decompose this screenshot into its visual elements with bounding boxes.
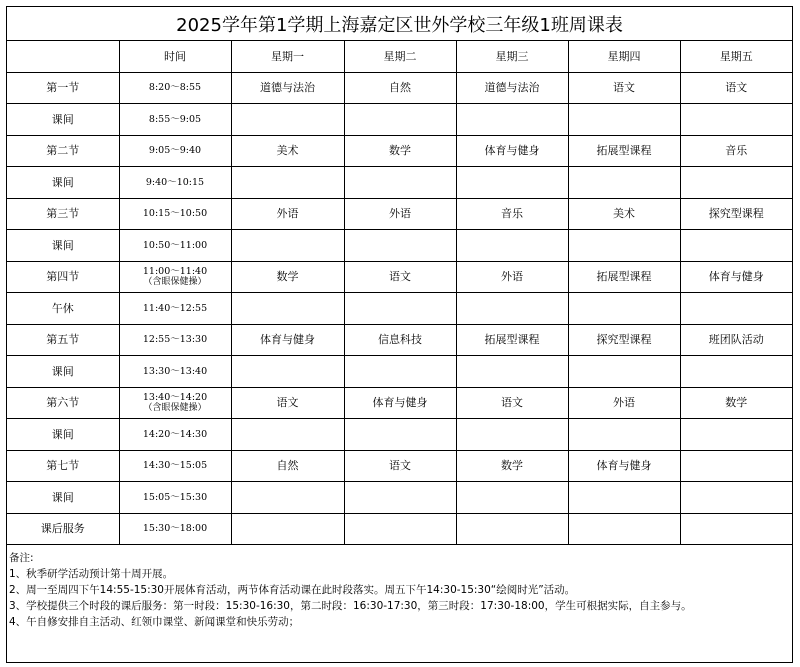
subject-cell: 探究型课程 [680, 198, 792, 230]
subject-cell [680, 167, 792, 199]
subject-cell [680, 104, 792, 136]
subject-cell [231, 419, 344, 451]
time-note: （含眼保健操） [143, 402, 207, 413]
period-label: 第一节 [7, 72, 119, 104]
header-time: 时间 [119, 41, 231, 72]
period-label: 课间 [7, 356, 119, 388]
table-row [7, 293, 792, 325]
subject-cell: 体育与健身 [231, 324, 344, 356]
subject-cell: 数学 [456, 450, 568, 482]
header-day: 星期二 [344, 41, 456, 72]
subject-cell: 语文 [231, 387, 344, 419]
subject-cell [456, 230, 568, 262]
subject-cell [344, 293, 456, 325]
time-range: 10:15～10:50 [142, 208, 208, 220]
subject-cell: 语文 [344, 450, 456, 482]
time-range: 15:30～18:00 [142, 523, 208, 535]
time-range-cell [119, 482, 231, 514]
subject-cell: 探究型课程 [568, 324, 680, 356]
header-day: 星期五 [680, 41, 792, 72]
period-label: 第六节 [7, 387, 119, 419]
time-range: 13:40～14:20 [142, 391, 208, 403]
subject-cell: 音乐 [456, 198, 568, 230]
time-range: 14:20～14:30 [142, 428, 208, 440]
table-row [7, 135, 792, 167]
table-row [7, 387, 792, 419]
subject-cell [680, 356, 792, 388]
subject-cell: 班团队活动 [680, 324, 792, 356]
period-label: 课间 [7, 230, 119, 262]
time-range-cell [119, 356, 231, 388]
period-label: 课间 [7, 482, 119, 514]
time-note: （含眼保健操） [143, 276, 207, 287]
time-range: 9:40～10:15 [145, 176, 205, 188]
time-range-cell [119, 72, 231, 104]
table-row [7, 482, 792, 514]
subject-cell: 道德与法治 [456, 72, 568, 104]
subject-cell: 体育与健身 [456, 135, 568, 167]
table-row [7, 167, 792, 199]
page-title: 2025学年第1学期上海嘉定区世外学校三年级1班周课表 [7, 7, 792, 41]
subject-cell [344, 513, 456, 545]
subject-cell: 语文 [344, 261, 456, 293]
note-item: 2、周一至周四下午14:55-15:30开展体育活动，两节体育活动课在此时段落实。周五下午14:30-15:30“绘阅时光”活动。 [9, 584, 576, 596]
subject-cell: 体育与健身 [568, 450, 680, 482]
period-label: 第三节 [7, 198, 119, 230]
subject-cell [680, 482, 792, 514]
table-row [7, 72, 792, 104]
subject-cell: 数学 [680, 387, 792, 419]
period-label: 课间 [7, 104, 119, 136]
subject-cell: 外语 [344, 198, 456, 230]
subject-cell: 自然 [344, 72, 456, 104]
header-day: 星期四 [568, 41, 680, 72]
subject-cell [456, 167, 568, 199]
subject-cell: 外语 [568, 387, 680, 419]
subject-cell [680, 293, 792, 325]
table-row [7, 419, 792, 451]
period-label: 课间 [7, 167, 119, 199]
subject-cell [456, 419, 568, 451]
subject-cell: 音乐 [680, 135, 792, 167]
subject-cell [680, 230, 792, 262]
time-range-cell [119, 261, 231, 293]
period-label: 第五节 [7, 324, 119, 356]
subject-cell [344, 356, 456, 388]
subject-cell: 信息科技 [344, 324, 456, 356]
time-range: 8:20～8:55 [148, 82, 202, 94]
subject-cell [231, 356, 344, 388]
note-item: 1、秋季研学活动预计第十周开展。 [9, 568, 174, 580]
time-range: 11:40～12:55 [142, 302, 208, 314]
period-label: 午休 [7, 293, 119, 325]
time-range-cell [119, 450, 231, 482]
subject-cell: 语文 [680, 72, 792, 104]
subject-cell: 美术 [231, 135, 344, 167]
subject-cell [568, 356, 680, 388]
time-range: 10:50～11:00 [142, 239, 208, 251]
time-range-cell [119, 198, 231, 230]
table-row [7, 513, 792, 545]
subject-cell [344, 482, 456, 514]
subject-cell: 体育与健身 [680, 261, 792, 293]
timetable [7, 41, 792, 545]
subject-cell [231, 293, 344, 325]
subject-cell [568, 419, 680, 451]
subject-cell [680, 513, 792, 545]
table-row [7, 198, 792, 230]
subject-cell: 语文 [568, 72, 680, 104]
subject-cell: 数学 [231, 261, 344, 293]
notes-heading: 备注: [9, 552, 34, 564]
subject-cell: 拓展型课程 [456, 324, 568, 356]
subject-cell: 道德与法治 [231, 72, 344, 104]
subject-cell: 美术 [568, 198, 680, 230]
header-day: 星期一 [231, 41, 344, 72]
subject-cell [231, 167, 344, 199]
time-range-cell [119, 513, 231, 545]
time-range: 14:30～15:05 [142, 460, 208, 472]
time-range: 11:00～11:40 [142, 265, 208, 277]
subject-cell [344, 419, 456, 451]
subject-cell [231, 513, 344, 545]
subject-cell [568, 104, 680, 136]
time-range-cell [119, 293, 231, 325]
subject-cell: 拓展型课程 [568, 135, 680, 167]
subject-cell: 外语 [231, 198, 344, 230]
subject-cell [568, 230, 680, 262]
table-row [7, 104, 792, 136]
time-range: 13:30～13:40 [142, 365, 208, 377]
period-label: 课后服务 [7, 513, 119, 545]
subject-cell: 数学 [344, 135, 456, 167]
header-period [7, 41, 119, 72]
header-day: 星期三 [456, 41, 568, 72]
time-range-cell [119, 104, 231, 136]
subject-cell [344, 167, 456, 199]
subject-cell [456, 356, 568, 388]
subject-cell: 自然 [231, 450, 344, 482]
notes-section [7, 546, 792, 662]
subject-cell [568, 167, 680, 199]
time-range-cell [119, 167, 231, 199]
period-label: 第二节 [7, 135, 119, 167]
table-row [7, 450, 792, 482]
subject-cell [344, 230, 456, 262]
time-range-cell [119, 324, 231, 356]
subject-cell: 外语 [456, 261, 568, 293]
header-row [7, 41, 792, 72]
subject-cell [568, 482, 680, 514]
subject-cell [456, 293, 568, 325]
subject-cell [344, 104, 456, 136]
time-range-cell [119, 230, 231, 262]
time-range: 9:05～9:40 [148, 145, 202, 157]
subject-cell [568, 293, 680, 325]
note-item: 4、午自修安排自主活动、红领巾课堂、新闻课堂和快乐劳动； [9, 616, 300, 628]
time-range: 15:05～15:30 [142, 491, 208, 503]
period-label: 课间 [7, 419, 119, 451]
period-label: 第七节 [7, 450, 119, 482]
table-row [7, 324, 792, 356]
time-range-cell [119, 135, 231, 167]
subject-cell [231, 104, 344, 136]
time-range-cell [119, 387, 231, 419]
subject-cell [231, 482, 344, 514]
subject-cell [568, 513, 680, 545]
table-row [7, 230, 792, 262]
subject-cell: 语文 [456, 387, 568, 419]
subject-cell [231, 230, 344, 262]
subject-cell [680, 419, 792, 451]
subject-cell [456, 482, 568, 514]
subject-cell [456, 513, 568, 545]
time-range: 8:55～9:05 [148, 113, 202, 125]
subject-cell [456, 104, 568, 136]
table-row [7, 356, 792, 388]
table-row [7, 261, 792, 293]
period-label: 第四节 [7, 261, 119, 293]
subject-cell: 拓展型课程 [568, 261, 680, 293]
time-range: 12:55～13:30 [142, 334, 208, 346]
timetable-sheet [6, 6, 793, 663]
time-range-cell [119, 419, 231, 451]
subject-cell: 体育与健身 [344, 387, 456, 419]
note-item: 3、学校提供三个时段的课后服务：第一时段：15:30-16:30，第二时段：16:30-17:30，第三时段：17:30-18:00，学生可根据实际，自主参与。 [9, 600, 692, 612]
subject-cell [680, 450, 792, 482]
